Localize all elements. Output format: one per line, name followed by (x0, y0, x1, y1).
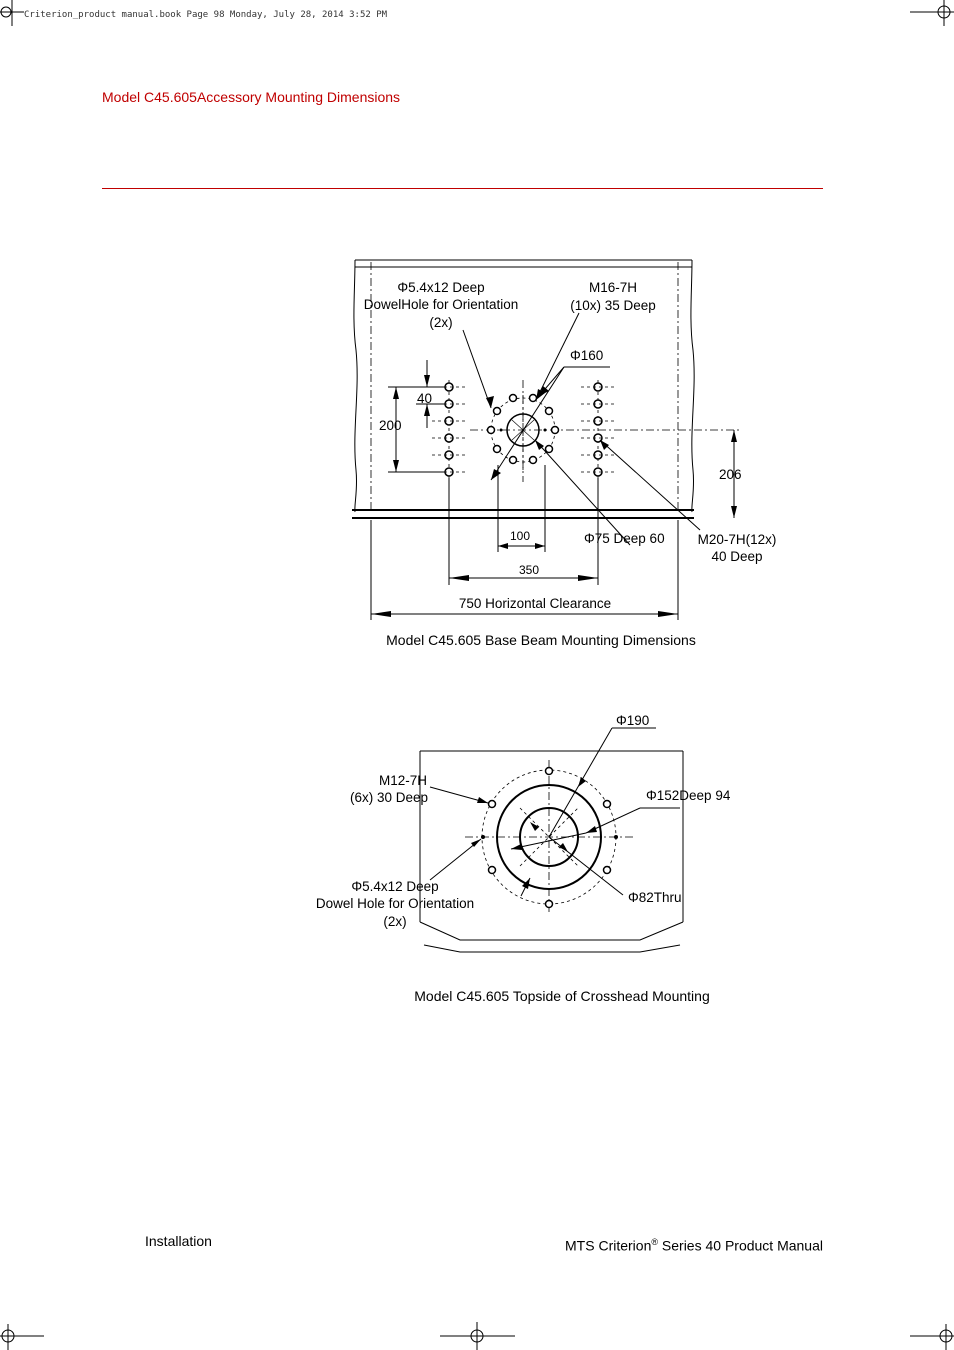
section-title: Model C45.605Accessory Mounting Dimensions (102, 89, 401, 105)
footer-chapter: Installation (145, 1233, 212, 1249)
dim-350-label: 350 (519, 563, 540, 577)
dia160-label: Φ160 (570, 348, 604, 363)
dim-100-label: 100 (510, 529, 531, 543)
m20-label-line2: 40 Deep (711, 549, 763, 564)
base-beam-drawing (352, 260, 776, 648)
m12-label-line2: (6x) 30 Deep (349, 790, 429, 805)
dia152-label: Φ152Deep 94 (646, 788, 731, 803)
m16-label-line2: (10x) 35 Deep (570, 298, 656, 313)
base-beam-caption: Model C45.605 Base Beam Mounting Dimensions (386, 632, 696, 648)
m16-label-line1: M16-7H (588, 280, 638, 295)
crosshead-drawing (316, 713, 731, 1004)
dim-200-label: 200 (379, 418, 402, 433)
m20-hole-column-left (432, 380, 466, 480)
dia82-label: Φ82Thru (628, 890, 682, 905)
registration-mark-bottom-right (910, 1324, 954, 1350)
dowel-hole-label-line2: DowelHole for Orientation (363, 297, 519, 312)
crosshead-dowel-label-line3: (2x) (383, 914, 407, 929)
registration-mark-top-left (0, 0, 24, 26)
registration-mark-bottom-left (0, 1324, 44, 1350)
book-slug: Criterion_product manual.book Page 98 Monday, July 28, 2014 3:52 PM (24, 10, 388, 20)
registration-mark-top-right (910, 0, 954, 26)
footer-brand: MTS Criterion (565, 1237, 652, 1254)
m20-label-line1: M20-7H(12x) (697, 532, 777, 547)
clearance-label: 750 Horizontal Clearance (458, 596, 612, 611)
bore-label: Φ75 Deep 60 (584, 531, 665, 546)
dim-206-label: 206 (719, 467, 742, 482)
registration-mark-bottom-center (440, 1322, 515, 1350)
footer-series: Series 40 Product Manual (658, 1237, 823, 1254)
crosshead-caption: Model C45.605 Topside of Crosshead Mounting (414, 988, 710, 1004)
crosshead-dowel-label-line1: Φ5.4x12 Deep (351, 879, 439, 894)
dowel-hole-label-line1: Φ5.4x12 Deep (397, 280, 485, 295)
dim-40-label: 40 (417, 391, 433, 406)
crosshead-dowel-label-line2: Dowel Hole for Orientation (315, 896, 475, 911)
m16-bolt-circle (488, 395, 559, 471)
m12-label-line1: M12-7H (379, 773, 428, 788)
dia190-label: Φ190 (616, 713, 650, 728)
dowel-hole-label-line3: (2x) (429, 315, 453, 330)
registered-mark: ® (651, 1237, 659, 1247)
